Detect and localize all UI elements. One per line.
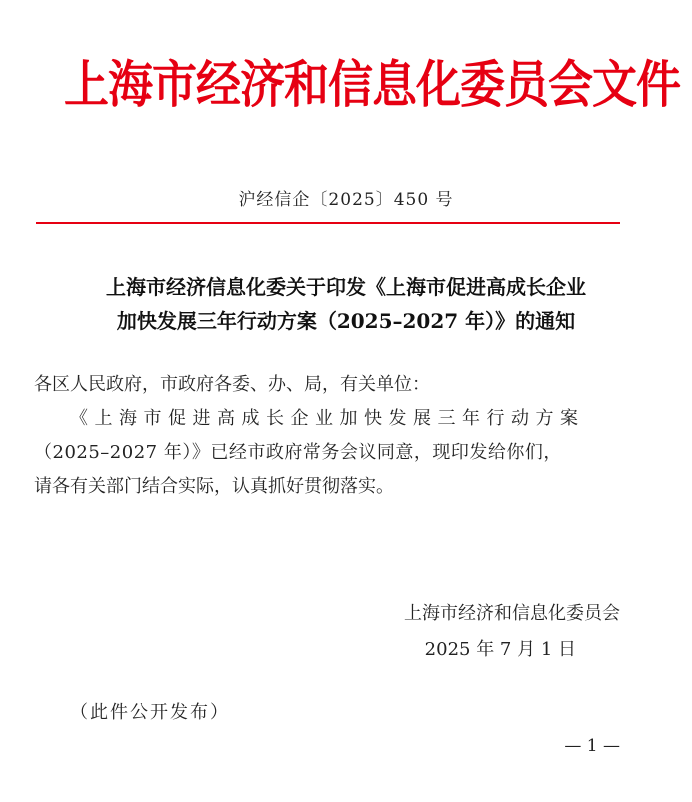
- notice-body: [34, 368, 624, 504]
- body-paragraph-line: （2025–2027 年）》已经市政府常务会议同意，现印发给你们，: [34, 442, 562, 463]
- masthead-title: 上海市经济和信息化委员会文件: [64, 55, 681, 115]
- notice-title: [30, 270, 662, 338]
- document-number: 沪经信企〔2025〕450 号: [238, 190, 454, 210]
- salutation: 各区人民政府，市政府各委、办、局，有关单位：: [34, 374, 430, 395]
- page-number: — 1 —: [564, 736, 620, 756]
- body-paragraph-line: 《上海市促进高成长企业加快发展三年行动方案: [70, 408, 585, 429]
- signature-block: [404, 596, 620, 668]
- signing-organization: 上海市经济和信息化委员会: [404, 603, 620, 624]
- notice-title-line-2: 加快发展三年行动方案（2025–2027 年）》的通知: [116, 309, 576, 333]
- release-note: （此件公开发布）: [70, 702, 230, 723]
- notice-title-line-1: 上海市经济信息化委关于印发《上海市促进高成长企业: [106, 275, 586, 299]
- body-paragraph: [34, 402, 624, 504]
- body-paragraph-line: 请各有关部门结合实际，认真抓好贯彻落实。: [34, 476, 394, 497]
- signing-date: 2025 年 7 月 1 日: [424, 639, 576, 660]
- red-divider-rule: [36, 222, 620, 224]
